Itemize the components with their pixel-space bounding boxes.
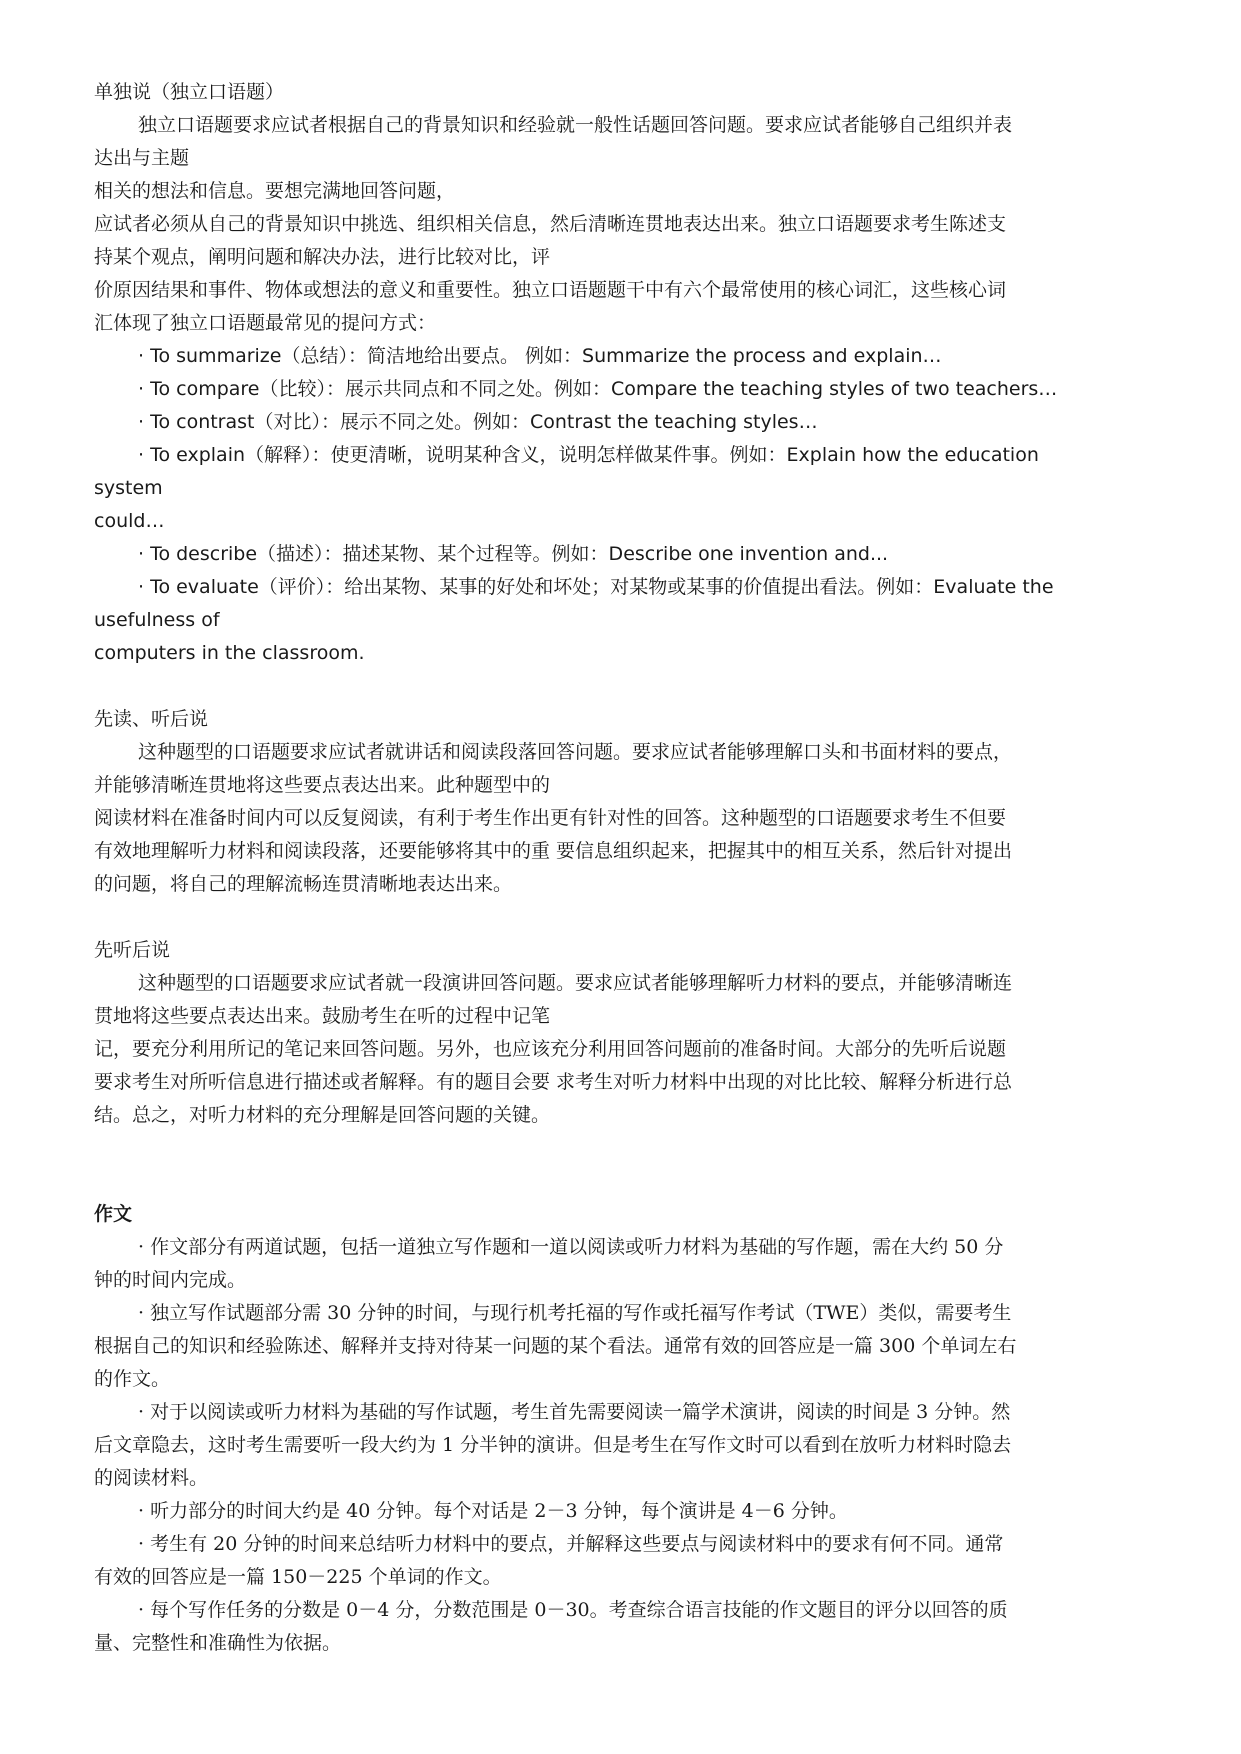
paragraph-line: 相关的想法和信息。要想完满地回答问题， (94, 180, 456, 202)
paragraph-line: 后文章隐去，这时考生需要听一段大约为 1 分半钟的演讲。但是考生在写作文时可以看到在放听力材料时隐去 (94, 1434, 1012, 1456)
bullet-continuation: usefulness of (94, 609, 220, 631)
paragraph-line: 的阅读材料。 (94, 1467, 209, 1489)
paragraph-line: 有效地理解听力材料和阅读段落，还要能够将其中的重 要信息组织起来，把握其中的相互关系，然后针对提出 (94, 840, 1013, 862)
spacer (94, 670, 1154, 703)
section-title-writing: 作文 (94, 1203, 133, 1225)
bullet-continuation: could… (94, 510, 165, 532)
writing-bullet: · 听力部分的时间大约是 40 分钟。每个对话是 2－3 分钟，每个演讲是 4－6 分钟。 (138, 1500, 848, 1522)
bullet-compare: · To compare（比较）：展示共同点和不同之处。例如：Compare the teaching styles of two teachers… (138, 378, 1058, 400)
writing-bullet: · 每个写作任务的分数是 0－4 分，分数范围是 0－30。考查综合语言技能的作文题目的评分以回答的质 (138, 1599, 1008, 1621)
bullet-explain: · To explain（解释）：使更清晰，说明某种含义，说明怎样做某件事。例如：Explain how the education (138, 444, 1039, 466)
section-title-read-listen-speak: 先读、听后说 (94, 708, 209, 730)
bullet-continuation: system (94, 477, 163, 499)
paragraph-line: 持某个观点，阐明问题和解决办法，进行比较对比，评 (94, 246, 551, 268)
paragraph-line: 阅读材料在准备时间内可以反复阅读，有利于考生作出更有针对性的回答。这种题型的口语题要求考生不但要 (94, 807, 1007, 829)
writing-bullet: · 作文部分有两道试题，包括一道独立写作题和一道以阅读或听力材料为基础的写作题，需在大约 50 分 (138, 1236, 1004, 1258)
paragraph-line: 这种题型的口语题要求应试者就讲话和阅读段落回答问题。要求应试者能够理解口头和书面材料的要点， (138, 741, 1013, 763)
paragraph-line: 并能够清晰连贯地将这些要点表达出来。此种题型中的 (94, 774, 551, 796)
paragraph-line: 的作文。 (94, 1368, 171, 1390)
paragraph-line: 记，要充分利用所记的笔记来回答问题。另外，也应该充分利用回答问题前的准备时间。大部分的先听后说题 (94, 1038, 1007, 1060)
spacer (94, 1132, 1154, 1198)
bullet-contrast: · To contrast（对比）：展示不同之处。例如：Contrast the teaching styles… (138, 411, 818, 433)
paragraph-line: 量、完整性和准确性为依据。 (94, 1632, 342, 1654)
paragraph-line: 独立口语题要求应试者根据自己的背景知识和经验就一般性话题回答问题。要求应试者能够自己组织并表 (138, 114, 1013, 136)
document-page (94, 76, 1154, 1660)
bullet-summarize: · To summarize（总结）：简洁地给出要点。 例如：Summarize the process and explain… (138, 345, 942, 367)
paragraph-line: 这种题型的口语题要求应试者就一段演讲回答问题。要求应试者能够理解听力材料的要点，并能够清晰连 (138, 972, 1013, 994)
bullet-continuation: computers in the classroom. (94, 642, 365, 664)
paragraph-line: 的问题，将自己的理解流畅连贯清晰地表达出来。 (94, 873, 513, 895)
paragraph-line: 要求考生对所听信息进行描述或者解释。有的题目会要 求考生对听力材料中出现的对比比较、解释分析进行总 (94, 1071, 1013, 1093)
paragraph-line: 钟的时间内完成。 (94, 1269, 247, 1291)
bullet-evaluate: · To evaluate（评价）：给出某物、某事的好处和坏处；对某物或某事的价值提出看法。例如：Evaluate the (138, 576, 1054, 598)
section-title-listen-speak: 先听后说 (94, 939, 171, 961)
section-title-independent-speaking: 单独说（独立口语题） (94, 81, 285, 103)
bullet-describe: · To describe（描述）：描述某物、某个过程等。例如：Describe one invention and... (138, 543, 889, 565)
paragraph-line: 贯地将这些要点表达出来。鼓励考生在听的过程中记笔 (94, 1005, 551, 1027)
paragraph-line: 有效的回答应是一篇 150－225 个单词的作文。 (94, 1566, 502, 1588)
paragraph-line: 结。总之，对听力材料的充分理解是回答问题的关键。 (94, 1104, 551, 1126)
writing-bullet: · 独立写作试题部分需 30 分钟的时间，与现行机考托福的写作或托福写作考试（TWE）类似，需要考生 (138, 1302, 1012, 1324)
spacer (94, 901, 1154, 934)
paragraph-line: 应试者必须从自己的背景知识中挑选、组织相关信息，然后清晰连贯地表达出来。独立口语题要求考生陈述支 (94, 213, 1007, 235)
writing-bullet: · 考生有 20 分钟的时间来总结听力材料中的要点，并解释这些要点与阅读材料中的要求有何不同。通常 (138, 1533, 1004, 1555)
writing-bullet: · 对于以阅读或听力材料为基础的写作试题，考生首先需要阅读一篇学术演讲，阅读的时间是 3 分钟。然 (138, 1401, 1011, 1423)
paragraph-line: 汇体现了独立口语题最常见的提问方式： (94, 312, 437, 334)
paragraph-line: 根据自己的知识和经验陈述、解释并支持对待某一问题的某个看法。通常有效的回答应是一篇 300 个单词左右 (94, 1335, 1017, 1357)
paragraph-line: 达出与主题 (94, 147, 190, 169)
paragraph-line: 价原因结果和事件、物体或想法的意义和重要性。独立口语题题干中有六个最常使用的核心词汇，这些核心词 (94, 279, 1007, 301)
